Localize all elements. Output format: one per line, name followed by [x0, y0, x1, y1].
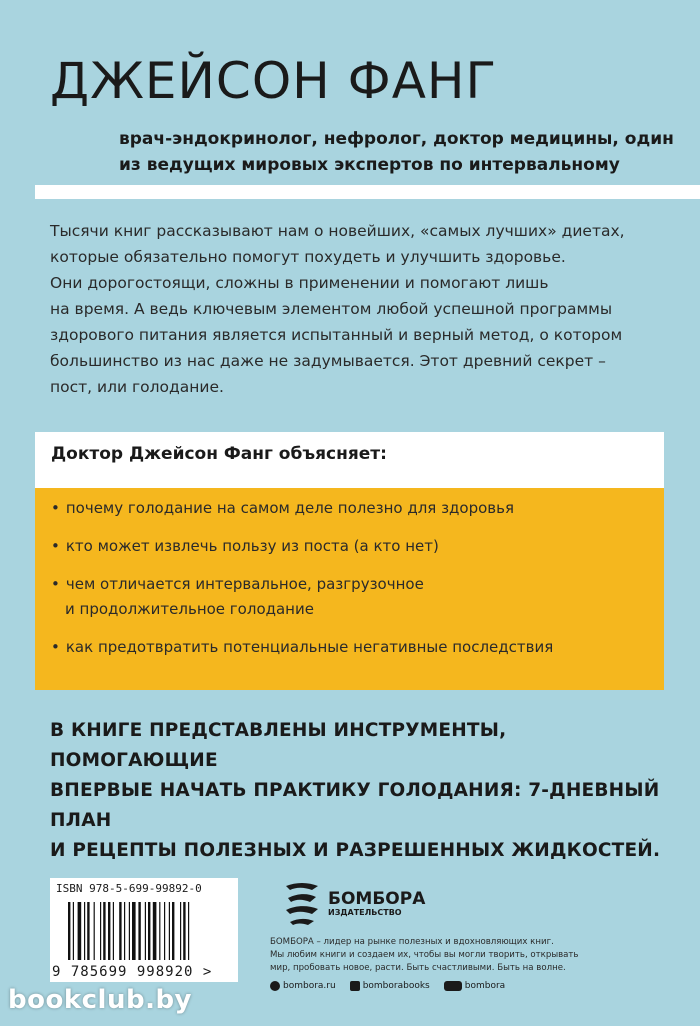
barcode-bar: [84, 902, 85, 960]
barcode-bar: [108, 902, 110, 960]
barcode-bar: [172, 902, 174, 960]
barcode-bar: [145, 902, 146, 960]
instagram-icon: [270, 981, 280, 991]
barcode-bar: [180, 902, 181, 960]
publisher-logo: [282, 878, 690, 928]
barcode-bar: [78, 902, 82, 960]
intro-line: пост, или голодание.: [50, 378, 224, 396]
intro-line: Они дорогостоящи, сложны в применении и помогают лишь: [50, 274, 549, 292]
barcode-bar: [148, 902, 150, 960]
barcode-bar: [183, 902, 185, 960]
bullet-item: • кто может извлечь пользу из поста (а кто нет): [51, 534, 648, 559]
barcode-bar: [169, 902, 170, 960]
barcode-bar: [103, 902, 105, 960]
barcode-bar: [129, 902, 130, 960]
intro-line: на время. А ведь ключевым элементом любой успешной программы: [50, 300, 613, 318]
publisher-subtitle: ИЗДАТЕЛЬСТВО: [328, 907, 402, 917]
intro-text: [50, 218, 680, 400]
publisher-name: БОМБОРА: [328, 888, 426, 909]
barcode-bar: [124, 902, 125, 960]
intro-line: Тысячи книг рассказывают нам о новейших, «самых лучших» диетах,: [50, 222, 625, 240]
barcode-bar: [113, 902, 114, 960]
intro-line: здорового питания является испытанный и верный метод, о котором: [50, 326, 623, 344]
publisher-description: БОМБОРА – лидер на рынке полезных и вдохновляющих книг. Мы любим книги и создаем их, чтобы вы могли творить, открывать мир, пробовать новое, расти. Быть счастливыми. Быть на волне.: [270, 937, 579, 973]
author-credentials: врач-эндокринолог, нефролог, доктор медицины, один из ведущих мировых экспертов по интервальному: [119, 129, 674, 175]
barcode-bar: [87, 902, 89, 960]
barcode-bar: [164, 902, 165, 960]
isbn-label: ISBN 978-5-699-99892-0: [56, 882, 202, 895]
tools-line: И РЕЦЕПТЫ ПОЛЕЗНЫХ И РАЗРЕШЕННЫХ ЖИДКОСТЕЙ.: [50, 840, 661, 861]
barcode-bar: [138, 902, 140, 960]
barcode-bar: [68, 902, 70, 960]
barcode-bar: [73, 902, 74, 960]
bullet-item: • как предотвратить потенциальные негативные последствия: [51, 635, 648, 660]
social-vk[interactable]: bomborabooks: [350, 981, 430, 991]
tools-line: В КНИГЕ ПРЕДСТАВЛЕНЫ ИНСТРУМЕНТЫ, ПОМОГАЮЩИЕ: [50, 720, 507, 771]
youtube-icon: [444, 981, 462, 991]
vk-icon: [350, 981, 360, 991]
watermark: bookclub.by: [8, 985, 193, 1015]
isbn-number: 9 785699 998920 >: [52, 964, 213, 980]
barcode-bar: [119, 902, 121, 960]
explains-title: Доктор Джейсон Фанг объясняет:: [51, 444, 387, 464]
barcode-bar: [159, 902, 160, 960]
barcode-bar: [100, 902, 101, 960]
barcode-bar: [94, 902, 95, 960]
tools-statement: [50, 716, 680, 866]
intro-line: которые обязательно помогут похудеть и улучшить здоровье.: [50, 248, 566, 266]
barcode-bar: [132, 902, 136, 960]
bullet-item: • чем отличается интервальное, разгрузочное и продолжительное голодание: [51, 572, 648, 622]
barcode-bar: [153, 902, 157, 960]
explains-box: [35, 432, 664, 690]
bombora-logo-icon: [282, 878, 322, 928]
social-links: [270, 981, 690, 991]
bullet-item: • почему голодание на самом деле полезно для здоровья: [51, 496, 648, 521]
bullet-list: [35, 488, 664, 690]
barcode-bars: [68, 902, 230, 960]
author-name: ДЖЕЙСОН ФАНГ: [50, 52, 498, 110]
tools-line: ВПЕРВЫЕ НАЧАТЬ ПРАКТИКУ ГОЛОДАНИЯ: 7-ДНЕВНЫЙ ПЛАН: [50, 780, 660, 831]
intro-line: большинство из нас даже не задумывается. Этот древний секрет –: [50, 352, 606, 370]
divider: [35, 185, 700, 199]
barcode: [50, 878, 238, 982]
social-youtube[interactable]: bombora: [444, 981, 505, 991]
social-instagram[interactable]: bombora.ru: [270, 981, 336, 991]
barcode-bar: [188, 902, 189, 960]
publisher-block: [270, 878, 690, 991]
